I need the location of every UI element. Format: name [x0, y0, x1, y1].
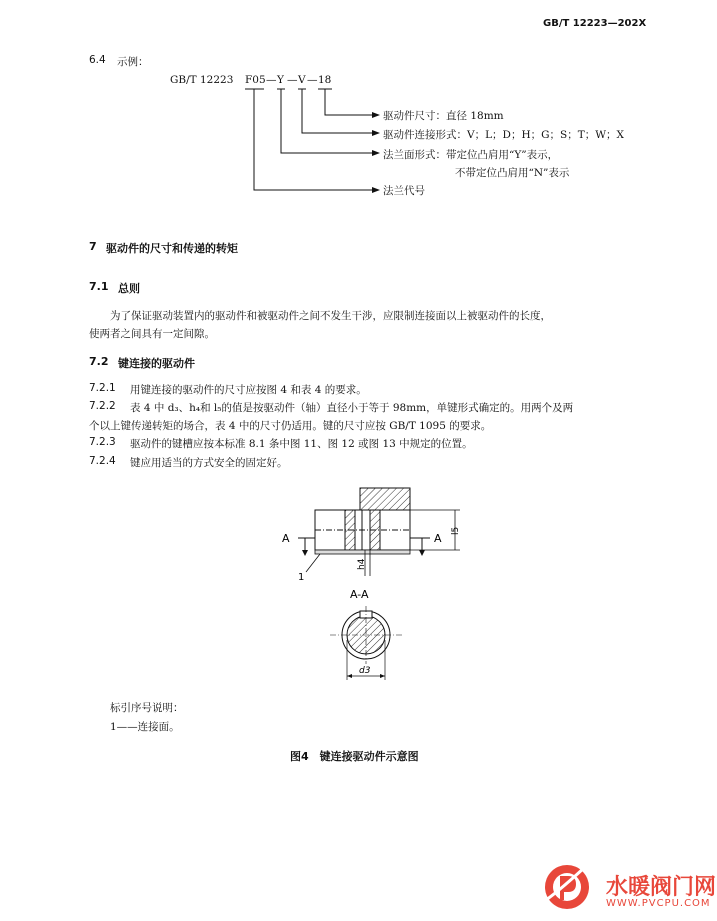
designation-diagram: [0, 0, 717, 210]
legend-flange-face: 法兰面形式：带定位凸肩用“Y”表示，: [383, 149, 559, 161]
designation-prefix: GB/T 12223: [170, 74, 234, 86]
legend-title: 标引序号说明：: [110, 702, 184, 714]
dimension-h4: h4: [357, 558, 367, 570]
clause-7-2-3-text: 驱动件的键槽应按本标准 8.1 条中图 11、图 12 或图 13 中规定的位置。: [130, 438, 473, 450]
callout-1: 1: [298, 572, 305, 583]
clause-7-2-4-number: 7.2.4: [89, 455, 116, 467]
section-7-number: 7: [89, 240, 97, 253]
dimension-d3: d3: [359, 666, 371, 676]
clause-7-2-2-text-line2: 个以上键传递转矩的场合，表 4 中的尺寸仍适用。键的尺寸应按 GB/T 1095 的要求。: [89, 420, 492, 432]
legend-flange-code: 法兰代号: [383, 185, 425, 197]
dimension-l5: l5: [451, 526, 461, 535]
clause-6-4-number: 6.4: [89, 54, 106, 66]
section-mark-right: A: [434, 532, 442, 545]
figure-caption: 图4 键连接驱动件示意图: [290, 750, 419, 763]
watermark-text-cn: 水暖阀门网: [606, 875, 717, 900]
connection-face: [315, 550, 410, 554]
watermark-logo-icon: [540, 860, 598, 912]
clause-7-2-4-text: 键应用适当的方式安全的固定好。: [130, 457, 288, 469]
clause-6-4-title: 示例：: [117, 56, 149, 68]
standard-number: GB/T 12223—202X: [543, 18, 647, 29]
designation-flange-form: Y: [277, 74, 284, 86]
designation-dash: —: [287, 74, 298, 86]
driven-part: [360, 488, 410, 510]
clause-7-2-2-number: 7.2.2: [89, 400, 116, 412]
designation-dash: —: [307, 74, 318, 86]
clause-7-1-paragraph-line2: 使两者之间具有一定间隙。: [89, 328, 215, 340]
keyway-hatch: [370, 510, 380, 550]
clause-7-2-3-number: 7.2.3: [89, 436, 116, 448]
designation-size: 18: [318, 74, 332, 86]
clause-7-2-2-text-line1: 表 4 中 d₃、h₄和 l₅的值是按驱动件（轴）直径小于等于 98mm，单键形式确定的。用两个及两: [130, 402, 574, 414]
legend-item-1: 1——连接面。: [110, 721, 180, 733]
clause-7-2-1-text: 用键连接的驱动件的尺寸应按图 4 和表 4 的要求。: [130, 384, 367, 396]
section-mark-left: A: [282, 532, 290, 545]
clause-7-1-number: 7.1: [89, 280, 109, 293]
clause-7-2-1-number: 7.2.1: [89, 382, 116, 394]
section-7-title: 驱动件的尺寸和传递的转矩: [106, 242, 238, 255]
clause-7-1-title: 总则: [118, 282, 140, 295]
legend-size: 驱动件尺寸：直径 18mm: [383, 110, 504, 122]
designation-dash: —: [266, 74, 277, 86]
legend-flange-face-2: 不带定位凸肩用“N”表示: [455, 167, 570, 179]
clause-7-2-title: 键连接的驱动件: [118, 357, 195, 370]
watermark-text-en: WWW.PVCPU.COM: [606, 898, 711, 909]
clause-7-1-paragraph-line1: 为了保证驱动装置内的驱动件和被驱动件之间不发生干涉，应限制连接面以上被驱动件的长度，: [110, 310, 551, 322]
designation-connection-form: V: [298, 74, 306, 86]
designation-flange-code: F05: [245, 74, 266, 86]
legend-connection-form: 驱动件连接形式：V；L；D；H；G；S；T；W；X: [383, 129, 624, 141]
key: [345, 510, 355, 550]
section-title: A-A: [350, 588, 369, 601]
clause-7-2-number: 7.2: [89, 355, 109, 368]
figure-4-drawing: [270, 480, 470, 695]
